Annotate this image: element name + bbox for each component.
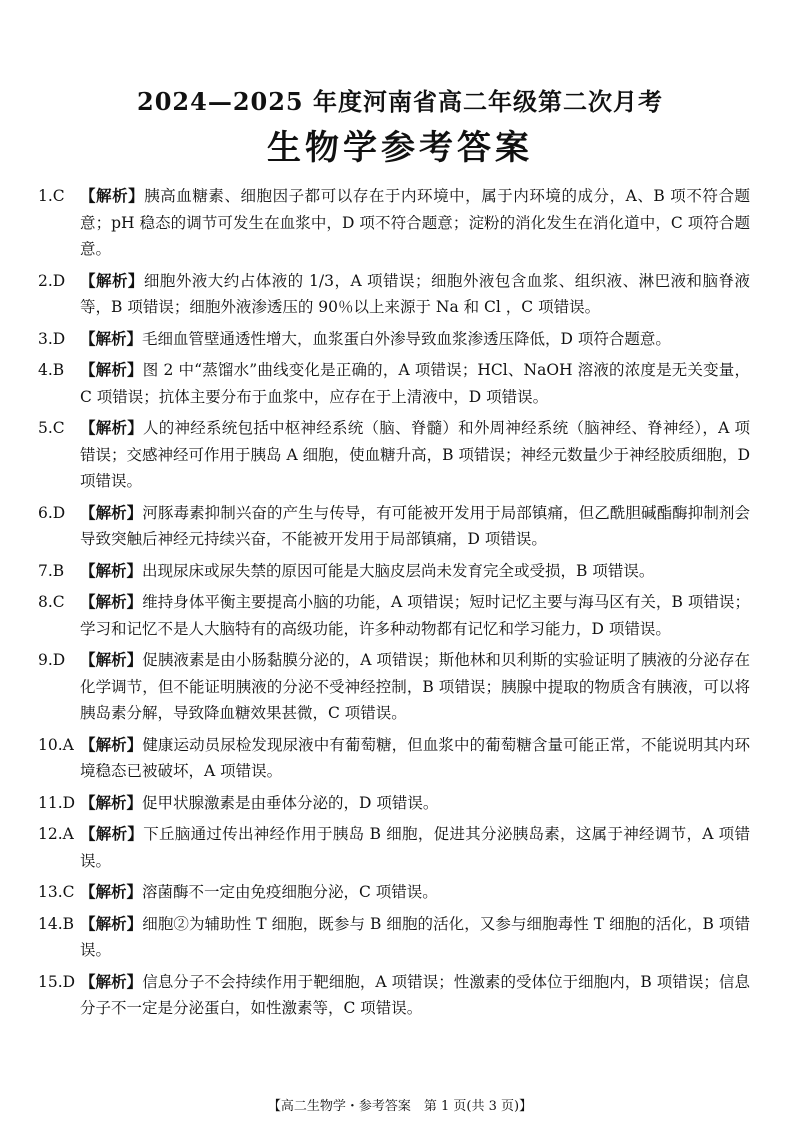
analysis-tag: 【解析】 (80, 328, 143, 348)
answer-number: 11.D (38, 793, 76, 812)
analysis-tag: 【解析】 (80, 592, 143, 611)
analysis-tag: 【解析】 (80, 360, 143, 379)
answer-item-1 (38, 183, 750, 263)
analysis-tag: 【解析】 (80, 650, 143, 669)
answer-item-4 (38, 357, 750, 410)
answer-number: 12.A (38, 825, 74, 843)
answer-number: 2.D (38, 271, 66, 290)
answer-number: 13.C (38, 883, 75, 901)
answer-number: 14.B (38, 914, 75, 933)
analysis-text: 维持身体平衡主要提高小脑的功能，A 项错误；短时记忆主要与海马区有关，B 项错误；学习和记忆不是人大脑特有的高级功能，许多种动物都有记忆和学习能力，D 项错误。 (80, 593, 750, 638)
analysis-text: 毛细血管壁通透性增大，血浆蛋白外渗导致血浆渗透压降低，D 项符合题意。 (142, 329, 671, 348)
answer-item-12 (38, 821, 750, 874)
analysis-tag: 【解析】 (80, 560, 143, 580)
analysis-text: 溶菌酶不一定由免疫细胞分泌，C 项错误。 (142, 883, 438, 901)
analysis-text: 胰高血糖素、细胞因子都可以存在于内环境中，属于内环境的成分，A、B 项不符合题意；pH 稳态的调节可发生在血浆中，D 项不符合题意；淀粉的消化发生在消化道中，C 项符合题意。 (80, 187, 750, 258)
answer-list (38, 183, 750, 1027)
analysis-tag: 【解析】 (80, 882, 143, 901)
answer-item-9 (38, 647, 750, 727)
answer-item-11 (38, 790, 750, 817)
analysis-tag: 【解析】 (80, 824, 144, 843)
answer-item-6 (38, 500, 750, 553)
answer-number: 6.D (38, 503, 66, 522)
answer-number: 9.D (38, 651, 66, 669)
analysis-tag: 【解析】 (80, 913, 143, 933)
answer-item-10 (38, 732, 750, 785)
answer-number: 3.D (38, 329, 66, 348)
answer-item-13 (38, 879, 750, 906)
analysis-tag: 【解析】 (80, 418, 144, 437)
exam-title: 2024—2025 年度河南省高二年级第二次月考 (137, 87, 663, 116)
answer-number: 4.B (38, 361, 65, 379)
analysis-text: 人的神经系统包括中枢神经系统（脑、脊髓）和外周神经系统（脑神经、脊神经），A 项错误；交感神经可作用于胰岛 A 细胞，使血糖升高，B 项错误；神经元数量少于神经胶质细胞，D 项错误。 (80, 419, 750, 490)
answer-item-15 (38, 969, 750, 1022)
analysis-tag: 【解析】 (80, 971, 143, 991)
analysis-text: 细胞外液大约占体液的 1/3，A 项错误；细胞外液包含血浆、组织液、淋巴液和脑脊液等，B 项错误；细胞外液渗透压的 90％以上来源于 Na 和 Cl ，C 项错误。 (80, 271, 750, 316)
analysis-text: 健康运动员尿检发现尿液中有葡萄糖，但血浆中的葡萄糖含量可能正常，不能说明其内环境稳态已被破坏，A 项错误。 (80, 735, 750, 780)
answer-number: 5.C (38, 419, 65, 437)
analysis-text: 出现尿床或尿失禁的原因可能是大脑皮层尚未发育完全或受损，B 项错误。 (142, 561, 655, 580)
answer-item-3 (38, 326, 750, 353)
answer-item-8 (38, 589, 750, 642)
analysis-text: 图 2 中“蒸馏水”曲线变化是正确的，A 项错误；HCl、NaOH 溶液的浓度是无关变量，C 项错误；抗体主要分布于血浆中，应存在于上清液中，D 项错误。 (80, 361, 750, 406)
analysis-text: 促胰液素是由小肠黏膜分泌的，A 项错误；斯他林和贝利斯的实验证明了胰液的分泌存在化学调节，但不能证明胰液的分泌不受神经控制，B 项错误；胰腺中提取的物质含有胰液，可以将胰岛素分解，导致降血糖效果甚微，C 项错误。 (80, 651, 750, 722)
analysis-text: 河豚毒素抑制兴奋的产生与传导，有可能被开发用于局部镇痛，但乙酰胆碱酯酶抑制剂会导致突触后神经元持续兴奋，不能被开发用于局部镇痛，D 项错误。 (80, 503, 750, 548)
answer-number: 15.D (38, 972, 76, 991)
analysis-tag: 【解析】 (80, 270, 144, 290)
analysis-tag: 【解析】 (80, 792, 143, 812)
page-title: 生物学参考答案 (267, 128, 533, 168)
page-footer: 【高二生物学・参考答案 第 1 页(共 3 页)】 (267, 1099, 533, 1114)
answer-item-5 (38, 415, 750, 495)
answer-number: 10.A (38, 735, 74, 754)
answer-item-14 (38, 911, 750, 964)
answer-number: 1.C (38, 187, 65, 205)
analysis-tag: 【解析】 (80, 734, 143, 754)
analysis-text: 信息分子不会持续作用于靶细胞，A 项错误；性激素的受体位于细胞内，B 项错误；信息分子不一定是分泌蛋白，如性激素等，C 项错误。 (80, 972, 750, 1017)
analysis-tag: 【解析】 (80, 502, 143, 522)
answer-number: 7.B (38, 561, 65, 580)
analysis-text: 下丘脑通过传出神经作用于胰岛 B 细胞，促进其分泌胰岛素，这属于神经调节，A 项错误。 (80, 825, 750, 870)
answer-number: 8.C (38, 593, 65, 611)
analysis-text: 细胞②为辅助性 T 细胞，既参与 B 细胞的活化，又参与细胞毒性 T 细胞的活化，B 项错误。 (80, 914, 750, 959)
analysis-text: 促甲状腺激素是由垂体分泌的，D 项错误。 (142, 793, 439, 812)
analysis-tag: 【解析】 (80, 186, 145, 205)
answer-item-2 (38, 268, 750, 321)
answer-item-7 (38, 558, 750, 585)
